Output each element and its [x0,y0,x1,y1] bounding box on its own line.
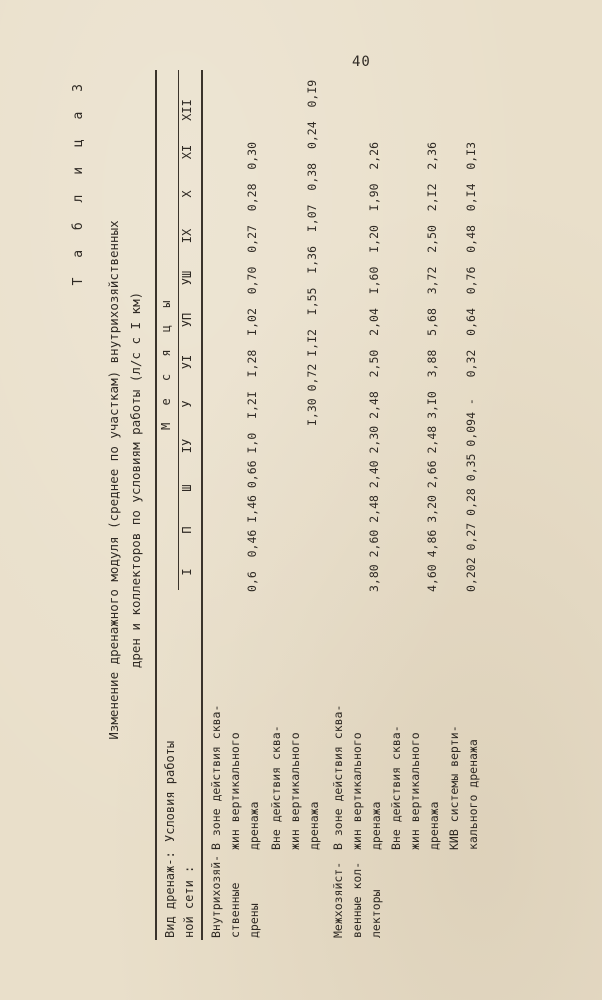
header-months-title: М е с я ц ы [159,295,173,430]
month-1: I [180,568,194,576]
caption-line-1: Изменение дренажного модуля (среднее по участкам) внутрихозяйственных [106,220,121,740]
caption-line-2: дрен и коллекторов по условиям работы (л/с с I км) [128,291,143,669]
values-g1-r1: 0,6 0,46 I,46 0,66 I,0 I,2I I,28 I,02 0,70 0,27 0,28 0,30 [245,141,259,592]
month-4: IУ [180,438,194,454]
table-top-rule [155,70,157,940]
values-g1-r2: I,30 0,72 I,I2 I,55 I,36 I,07 0,38 0,24 0,I9 [305,79,319,426]
month-9: IX [180,228,194,244]
month-10: X [180,190,194,198]
values-g2-r2: 4,60 4,86 3,20 2,66 2,48 3,I0 3,88 5,68 3,72 2,50 2,I2 2,36 [425,141,439,592]
month-2: П [180,526,194,534]
rotated-table-block [65,50,525,950]
page-number: 40 [352,54,371,70]
condition-g1-r2: Вне действия сква- жин вертикального дренажа [269,725,321,850]
header-conditions: Условия работы [163,740,177,842]
condition-g2-r1: В зоне действия сква- жин вертикального дренажа [331,704,383,850]
months-underline [178,70,179,590]
month-8: УШ [180,270,194,286]
table-caption [103,70,147,890]
header-drainage-type: Вид дренаж-: ной сети : [163,851,196,938]
month-11: XI [180,144,194,160]
values-g2-r3: 0,202 0,27 0,28 0,35 0,094 - 0,32 0,64 0,76 0,48 0,I4 0,I3 [464,141,478,592]
group-name-interfarm-collectors: Межхозяйст- венные кол- лекторы [331,861,383,938]
condition-g1-r1: В зоне действия сква- жин вертикального дренажа [209,704,261,850]
values-g2-r1: 3,80 2,60 2,48 2,40 2,30 2,48 2,50 2,04 I,60 I,20 I,90 2,26 [367,141,381,592]
month-3: Ш [180,484,194,492]
month-12: XII [180,99,194,121]
group-name-internal-drains: Внутрихозяй- ственные дрены [209,854,261,938]
month-7: УП [180,312,194,328]
table-label: Т а б л и ц а 3 [71,78,86,286]
condition-g2-r2: Вне действия сква- жин вертикального дренажа [389,725,441,850]
condition-g2-r3: КИВ системы верти- кального дренажа [447,725,480,850]
table-header-rule [201,70,203,940]
month-5: У [180,400,194,408]
month-6: УI [180,354,194,370]
